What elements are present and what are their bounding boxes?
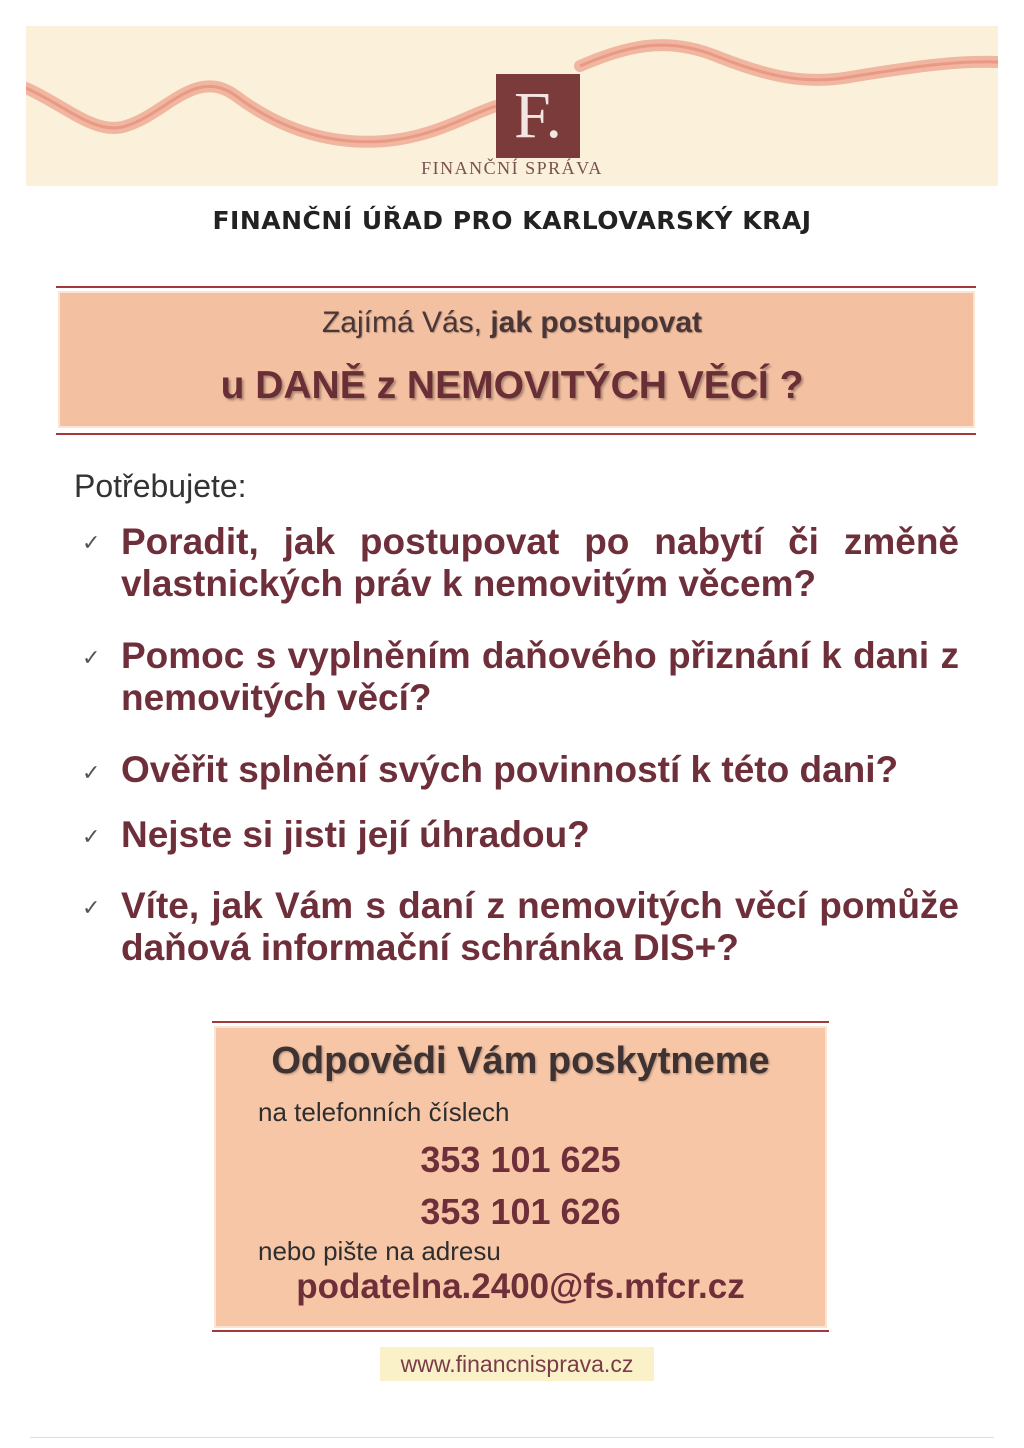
logo (496, 74, 580, 158)
question-item: Víte, jak Vám s daní z nemovitých věcí pomůže daňová informační schránka DIS+? (121, 885, 959, 968)
email-label: nebo pište na adresu (258, 1236, 501, 1266)
question-item: Poradit, jak postupovat po nabytí či změně vlastnických práv k nemovitým věcem? (121, 521, 959, 604)
banner-top-rule (56, 286, 976, 288)
check-icon: ✓ (82, 760, 101, 785)
check-icon: ✓ (82, 530, 101, 555)
phones-label: na telefonních číslech (258, 1097, 510, 1127)
answer-bottom-rule (212, 1330, 829, 1332)
phone-number[interactable]: 353 101 625 (420, 1139, 621, 1180)
check-icon: ✓ (82, 895, 101, 920)
phone-number[interactable]: 353 101 626 (420, 1191, 621, 1232)
question-item: Ověřit splnění svých povinností k této dani? (121, 749, 899, 790)
logo-letter: F. (514, 79, 562, 152)
banner-bottom-rule (56, 433, 976, 435)
check-icon: ✓ (82, 824, 101, 849)
answer-top-rule (212, 1021, 829, 1023)
question-item: Pomoc s vyplněním daňového přiznání k dani z nemovitých věcí? (121, 635, 959, 718)
banner-line1-normal: Zajímá Vás, (321, 306, 491, 339)
scan-edge-line (30, 1437, 994, 1438)
question-item: Nejste si jisti její úhradou? (121, 814, 590, 855)
office-title: FINANČNÍ ÚŘAD PRO KARLOVARSKÝ KRAJ (212, 206, 812, 235)
intro-text: Potřebujete: (74, 468, 247, 504)
banner-line1-bold: jak postupovat (490, 306, 703, 339)
logo-caption: FINANČNÍ SPRÁVA (421, 158, 603, 178)
banner-line2: u DANĚ z NEMOVITÝCH VĚCÍ ? (220, 364, 804, 407)
answer-title: Odpovědi Vám poskytneme (271, 1040, 770, 1082)
website-link[interactable]: www.financnisprava.cz (380, 1347, 654, 1381)
check-icon: ✓ (82, 645, 101, 670)
banner-line1 (0, 306, 1024, 340)
email-address[interactable]: podatelna.2400@fs.mfcr.cz (296, 1267, 745, 1306)
